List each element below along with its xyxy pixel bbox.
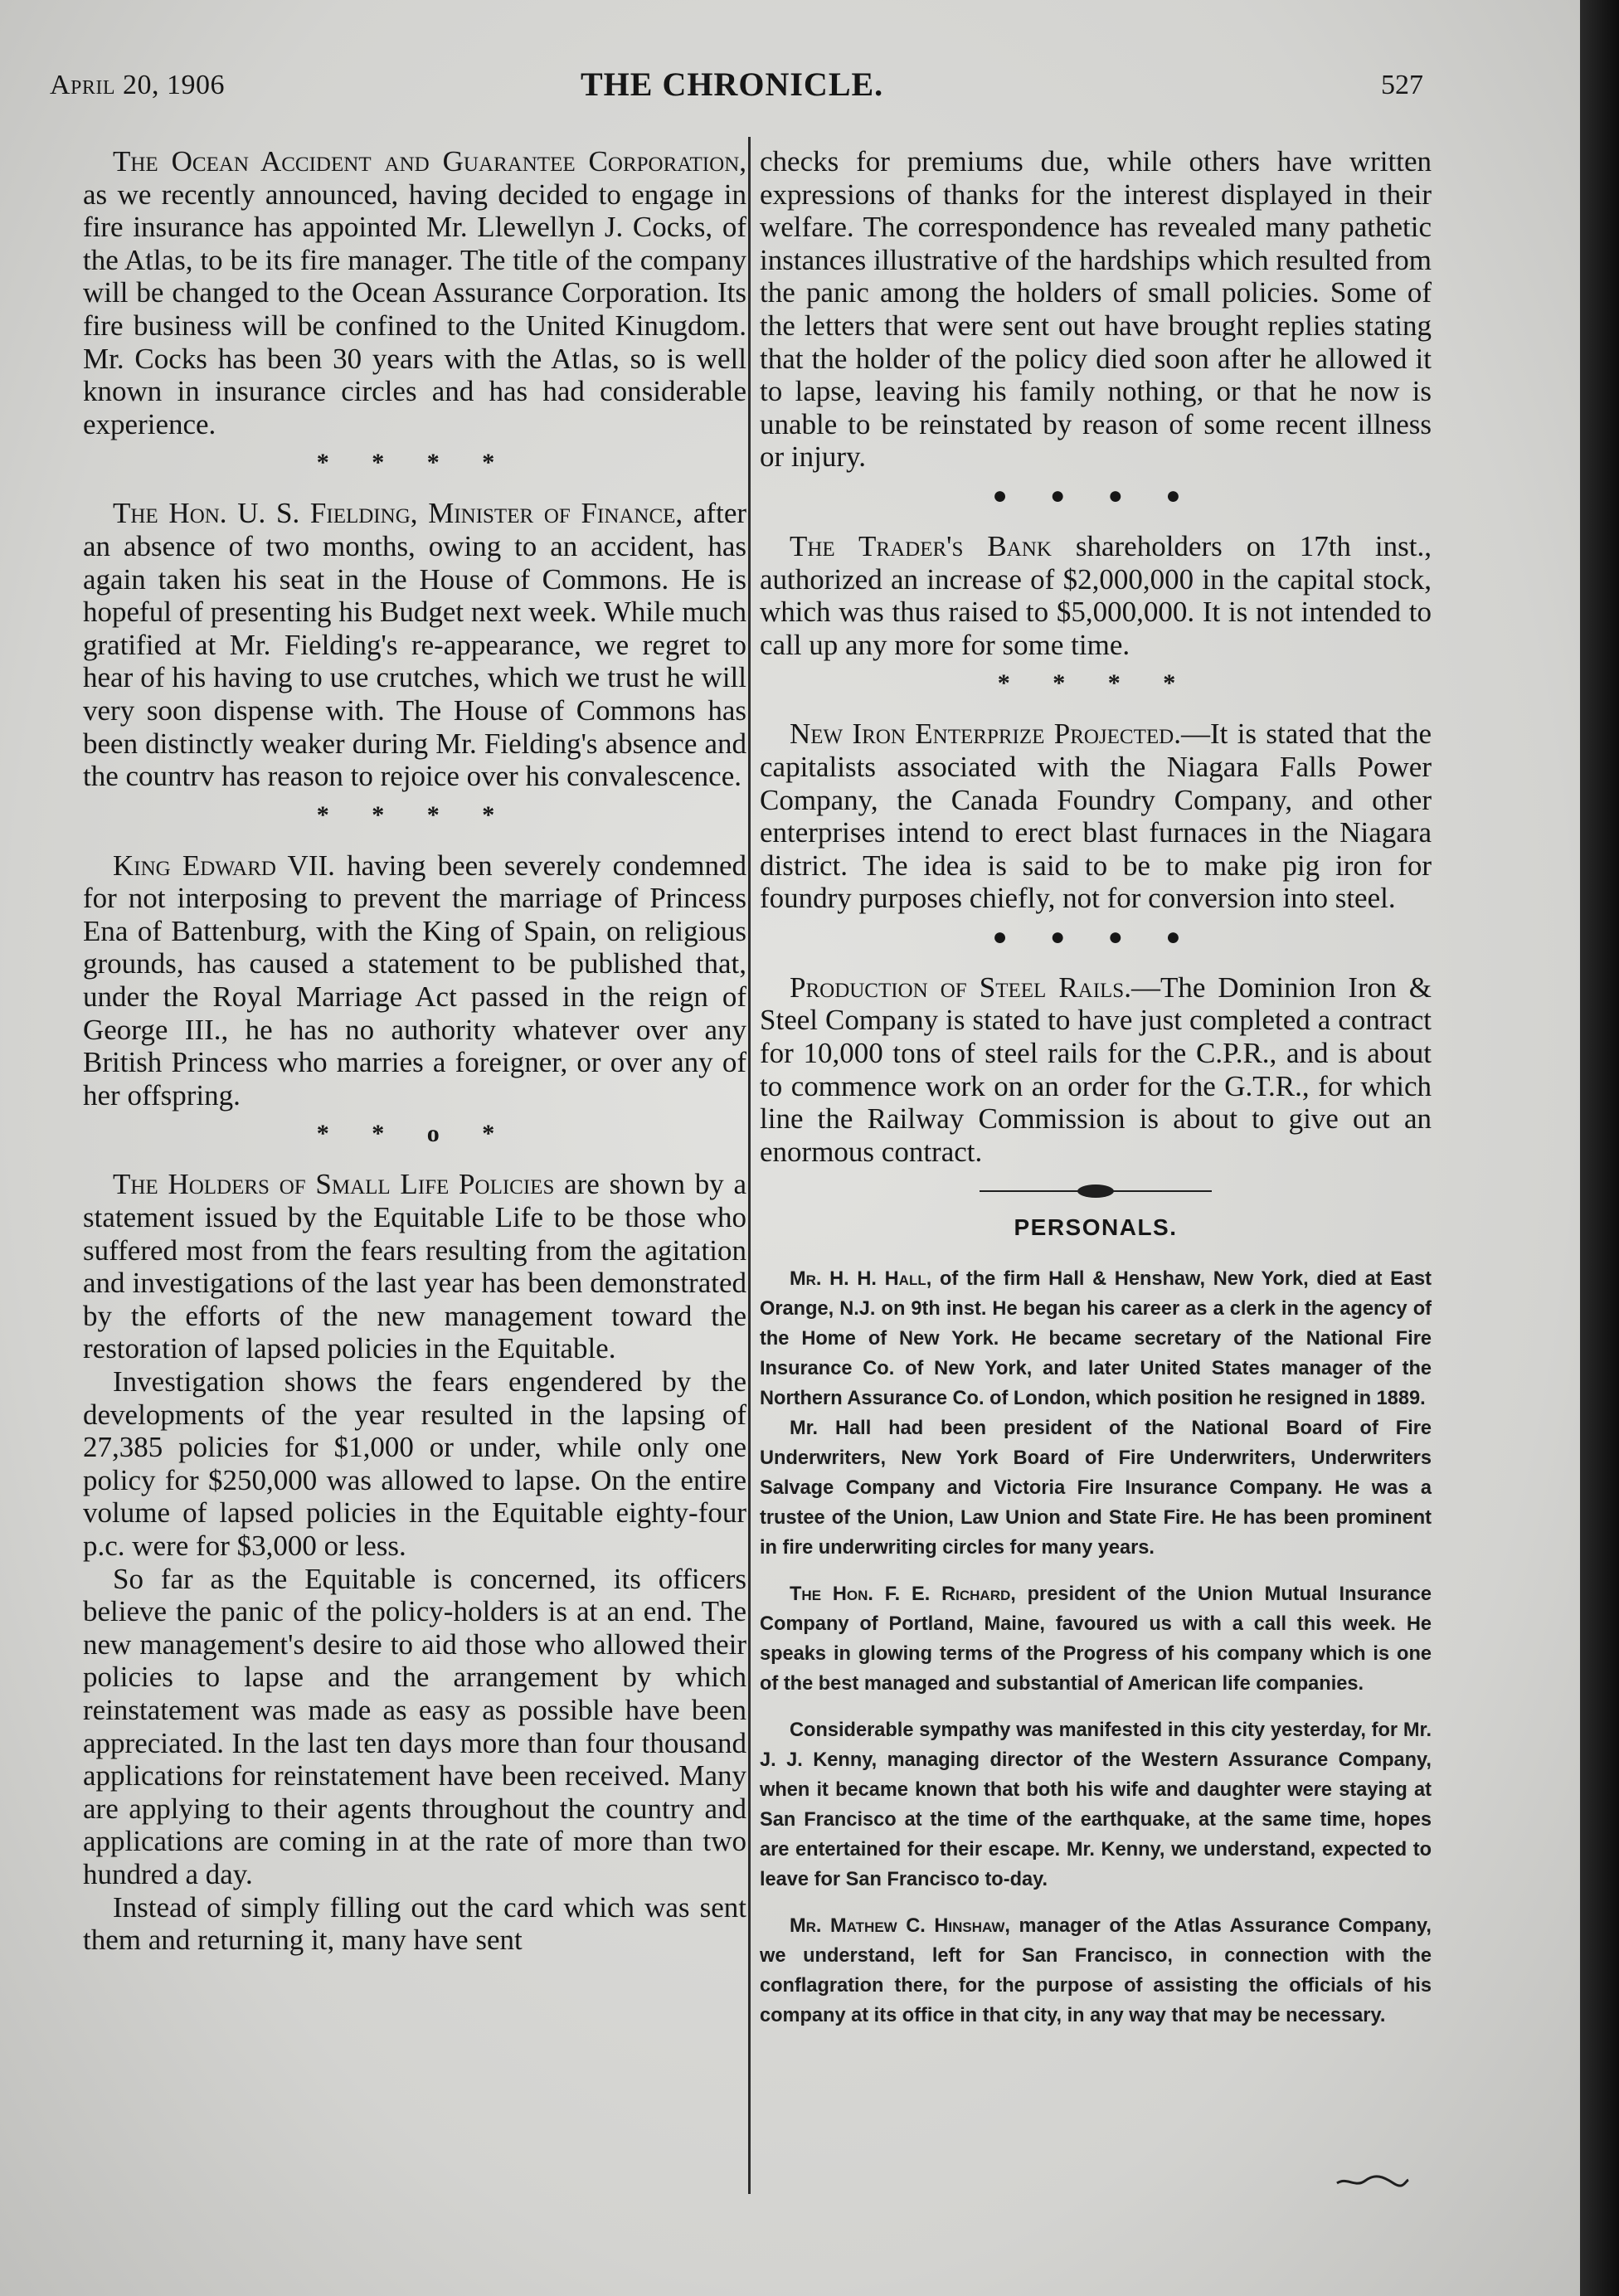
small-life-policies-body: are shown by a statement issued by the Equitable Life to be those who suffered most from the fears resulting from the agitation and investigations of the last year has been demonstrated by the efforts of the new management toward the restoration of lapsed policies in the Equitable. [83, 1168, 746, 1365]
steel-rails-lead: Production of Steel Rails. [790, 970, 1131, 1004]
traders-bank-lead: The Trader's Bank [790, 529, 1052, 562]
personals-heading: PERSONALS. [1014, 1214, 1178, 1241]
publication-title: THE CHRONICLE. [581, 66, 884, 103]
ocean-accident-paragraph [83, 145, 746, 440]
section-separator: ● ● ● ● [992, 922, 1199, 951]
king-edward-paragraph [83, 849, 746, 1112]
richard-lead: The Hon. F. E. Richard, [790, 1583, 1016, 1606]
section-separator: * * * * [997, 669, 1194, 698]
column-divider [748, 137, 751, 2194]
ocean-accident-lead: The Ocean Accident and Guarantee Corporation, [113, 145, 746, 178]
king-edward-lead: King Edward VII. [113, 849, 335, 882]
iron-enterprize-body: —It is stated that the capitalists associated with the Niagara Falls Power Company, the Canada Foundry Company, and other enterprises intend to erect blast furnaces in the Niagara district. The idea is said to be to make pig iron for foundry purposes chiefly, not for conversion into steel. [760, 718, 1432, 915]
hall-paragraph [760, 1264, 1432, 1413]
hall-second-paragraph: Mr. Hall had been president of the National Board of Fire Underwriters, New York Board of Fire Underwriters, Underwriters Salvage Company and Victoria Fire Insurance Company. He was a trustee of the Union, Law Union and State Fire. He has been prominent in fire underwriting circles for many years. [760, 1418, 1432, 1559]
fielding-lead: The Hon. U. S. Fielding, Minister of Finance, [113, 497, 683, 530]
ornament-center [1077, 1184, 1114, 1198]
richard-body: president of the Union Mutual Insurance Company of Portland, Maine, favoured us with a call this week. He speaks in glowing terms of the Progress of his company which is one of the best managed and substantial of American life companies. [760, 1583, 1432, 1695]
section-separator: * * o * [316, 1120, 513, 1148]
checks-paragraph: checks for premiums due, while others have written expressions of thanks for the interest displayed in their welfare. The correspondence has revealed many pathetic instances illustrative of the hardships which resulted from the panic among the holders of small policies. Some of the letters that were sent out have brought replies stating that the holder of the policy died soon after he allowed it to lapse, leaving his family nothing, or that he now is unable to be reinstated by reason of some recent illness or injury. [760, 145, 1432, 474]
section-separator: * * * * [316, 449, 513, 477]
scan-border [1580, 0, 1619, 2296]
ink-mark [1335, 2173, 1410, 2190]
ornamental-rule [980, 1183, 1212, 1199]
instead-paragraph: Instead of simply filling out the card which was sent them and returning it, many have sent [83, 1890, 746, 1957]
section-separator: ● ● ● ● [992, 481, 1199, 509]
richard-paragraph [760, 1579, 1432, 1699]
traders-bank-paragraph [760, 530, 1432, 661]
king-edward-body: having been severely condemned for not interposing to prevent the marriage of Princess Ena of Battenburg, with the King of Spain, on religious grounds, has caused a statement to be published that, under the Royal Marriage Act passed in the reign of George III., he has no authority whatever over any British Princess who marries a foreigner, or over any of her offspring. [83, 849, 746, 1112]
iron-enterprize-lead: New Iron Enterprize Projected. [790, 718, 1181, 751]
right-column [760, 145, 1432, 2031]
hall-body: of the firm Hall & Henshaw, New York, died at East Orange, N.J. on 9th inst. He began his career as a clerk in the agency of the Home of New York. He became secretary of the National Fire Insurance Co. of New York, and later United States manager of the Northern Assurance Co. of London, which position he resigned in 1889. [760, 1268, 1432, 1410]
page-header [50, 61, 1443, 111]
equitable-paragraph: So far as the Equitable is concerned, its officers believe the panic of the policy-holders is at an end. The new management's desire to aid those who allowed their policies to lapse and the arrangement by which reinstatement was made as easy as possible have been appreciated. In the last ten days more than four thousand applications for reinstatement have been received. Many are applying to their agents throughout the country and applications are coming in at the rate of more than two hundred a day. [83, 1562, 746, 1890]
ocean-accident-body: as we recently announced, having decided to engage in fire insurance has appointed Mr. Llewellyn J. Cocks, of the Atlas, to be its fire manager. The title of the company will be changed to the Ocean Assurance Corporation. Its fire business will be confined to the United Kinugdom. Mr. Cocks has been 30 years with the Atlas, so is well known in insurance circles and has had considerable experience. [83, 178, 746, 440]
steel-rails-body: —The Dominion Iron & Steel Company is stated to have just completed a contract for 10,000 tons of steel rails for the C.P.R., and is about to commence work on an order for the G.T.R., for which line the Railway Commission is about to give out an enormous contract. [760, 970, 1432, 1168]
page-number: 527 [1381, 70, 1423, 100]
steel-rails-paragraph [760, 971, 1432, 1169]
personals-section [760, 1264, 1432, 2031]
kenny-paragraph: Considerable sympathy was manifested in this city yesterday, for Mr. J. J. Kenny, managing director of the Western Assurance Company, when it became known that both his wife and daughter were staying at San Francisco at the time of the earthquake, at the same time, hopes are entertained for their escape. Mr. Kenny, we understand, expected to leave for San Francisco to-day. [760, 1720, 1432, 1891]
iron-enterprize-paragraph [760, 718, 1432, 915]
investigation-paragraph: Investigation shows the fears engendered by the developments of the year resulted in the lapsing of 27,385 policies for $1,000 or under, while only one policy for $250,000 was allowed to lapse. On the entire volume of lapsed policies in the Equitable eighty-four p.c. were for $3,000 or less. [83, 1365, 746, 1562]
issue-date: April 20, 1906 [50, 70, 226, 100]
section-separator: * * * * [316, 800, 513, 829]
hall-lead: Mr. H. H. Hall, [790, 1268, 932, 1291]
small-life-policies-paragraph [83, 1168, 746, 1365]
small-life-policies-lead: The Holders of Small Life Policies [113, 1168, 555, 1201]
traders-bank-body: shareholders on 17th inst., authorized an increase of $2,000,000 in the capital stock, which was thus raised to $5,000,000. It is not intended to call up any more for some time. [760, 529, 1432, 661]
fielding-body: after an absence of two months, owing to an accident, has again taken his seat in the House of Commons. He is hopeful of presenting his Budget next week. While much gratified at Mr. Fielding's re-appearance, we regret to hear of his having to use crutches, which we trust he will very soon dispense with. The House of Commons has been distinctly weaker during Mr. Fielding's absence and the countrv has reason to rejoice over his convalescence. [83, 497, 747, 793]
hinshaw-paragraph [760, 1911, 1432, 2031]
hinshaw-lead: Mr. Mathew C. Hinshaw, [790, 1915, 1010, 1938]
fielding-paragraph [83, 497, 746, 792]
left-column [83, 145, 746, 1957]
hinshaw-body: manager of the Atlas Assurance Company, we understand, left for San Francisco, in connection with the conflagration there, for the purpose of assisting the officials of his company at its office in that city, in any way that may be necessary. [760, 1915, 1432, 2027]
